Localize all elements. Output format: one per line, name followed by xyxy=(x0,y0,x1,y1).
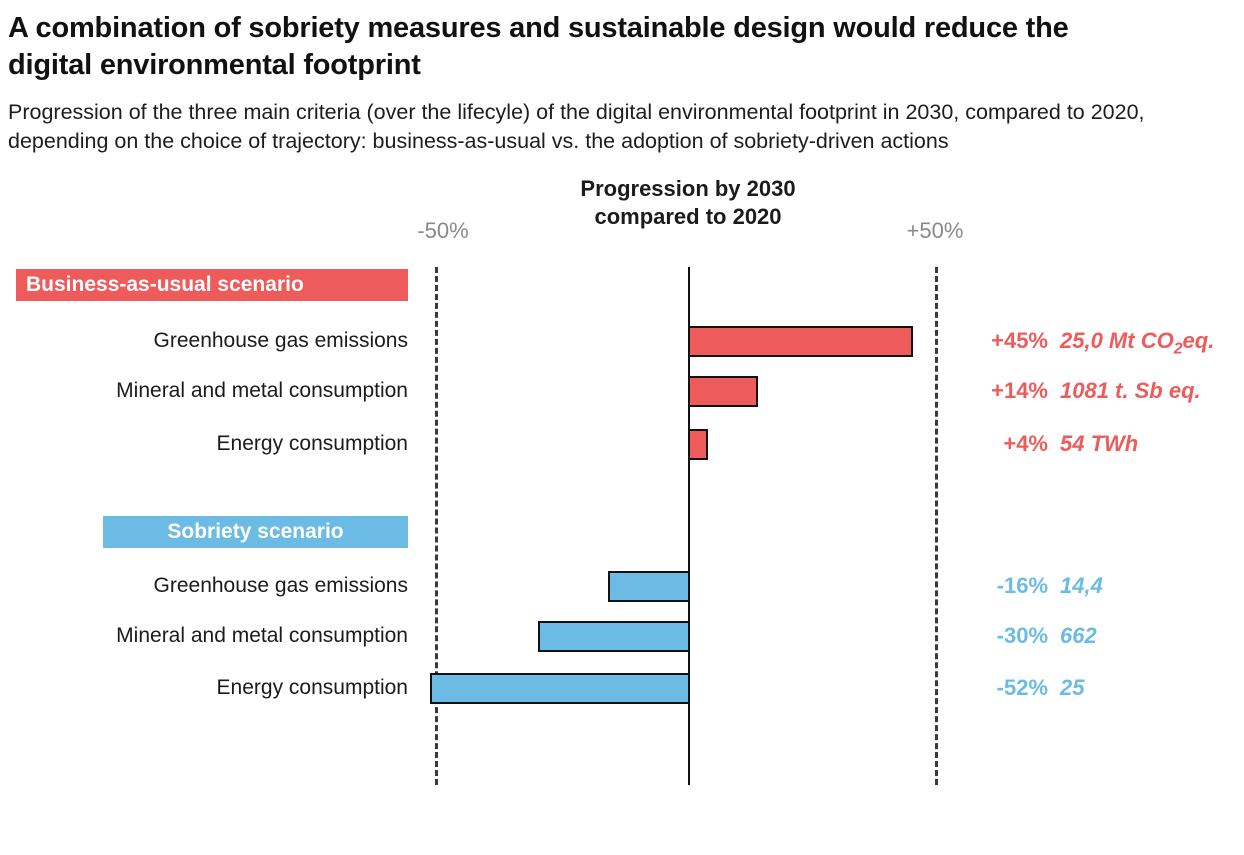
axis-tick-left: -50% xyxy=(417,217,469,243)
row-percent: +14% xyxy=(991,377,1048,403)
table-row xyxy=(8,319,1236,363)
row-label: Greenhouse gas emissions xyxy=(153,573,408,597)
scenario-banner-business-as-usual: Business-as-usual scenario xyxy=(16,269,408,301)
row-value: 25,0 Mt $CO_2eq$. xyxy=(1060,327,1215,358)
row-value: 662 xyxy=(1060,622,1097,648)
bar-negative xyxy=(538,621,690,652)
row-label: Greenhouse gas emissions xyxy=(153,328,408,352)
plot-area xyxy=(8,267,1236,785)
axis-header-line1: Progression by 2030 xyxy=(580,175,796,201)
bar-chart xyxy=(8,175,1236,785)
page-title: A combination of sobriety measures and sustainable design would reduce the digital environmental footprint xyxy=(8,12,1069,82)
table-row xyxy=(8,666,1236,710)
bar-positive xyxy=(688,376,758,407)
row-label: Mineral and metal consumption xyxy=(116,378,408,402)
bar-negative xyxy=(608,571,690,602)
row-label: Energy consumption xyxy=(216,431,408,455)
row-percent: -52% xyxy=(996,674,1048,700)
row-value: 1081 t. Sb eq. xyxy=(1060,377,1201,403)
row-value: 14,4 xyxy=(1060,572,1103,598)
row-label: Energy consumption xyxy=(216,675,408,699)
page-subtitle: Progression of the three main criteria (over the lifecyle) of the digital environmental footprint in 2030, compared to 2020, depending on the choice of trajectory: business-as-usual vs. the adoption of sobriety-driven actions xyxy=(8,100,1145,154)
row-label: Mineral and metal consumption xyxy=(116,623,408,647)
row-percent: -16% xyxy=(996,572,1048,598)
axis-header-line2: compared to 2020 xyxy=(594,203,782,229)
scenario-banner-sobriety: Sobriety scenario xyxy=(103,516,408,548)
row-value: 54 TWh xyxy=(1060,430,1139,456)
axis-tick-right: +50% xyxy=(906,217,964,243)
row-value: 25 xyxy=(1060,674,1085,700)
bar-positive xyxy=(688,326,913,357)
table-row xyxy=(8,369,1236,413)
row-percent: +4% xyxy=(1003,430,1048,456)
table-row xyxy=(8,422,1236,466)
table-row xyxy=(8,614,1236,658)
bar-negative xyxy=(430,673,690,704)
table-row xyxy=(8,564,1236,608)
row-percent: +45% xyxy=(991,327,1048,353)
axis-header xyxy=(538,175,838,231)
row-percent: -30% xyxy=(996,622,1048,648)
bar-positive xyxy=(688,429,708,460)
